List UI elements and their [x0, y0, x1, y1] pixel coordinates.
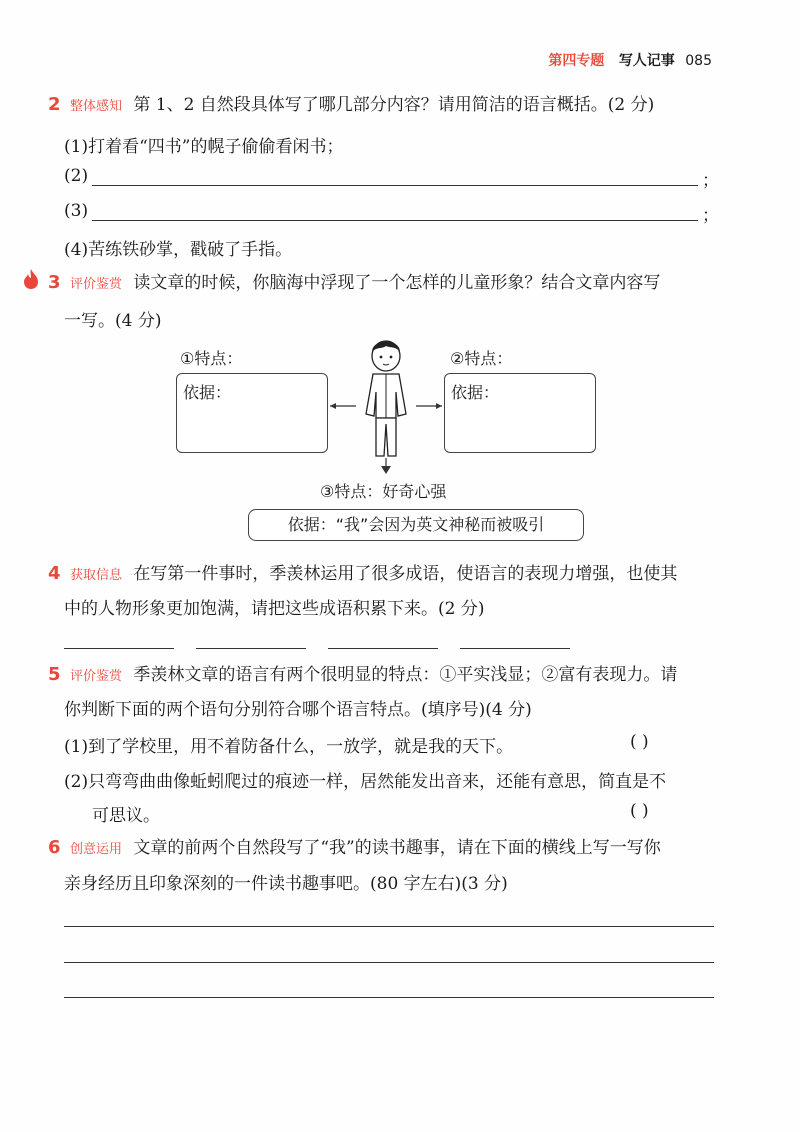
q2-item-3-label: (3) [64, 201, 89, 221]
idiom-input-1[interactable] [64, 626, 178, 648]
question-2-prompt [48, 86, 728, 126]
basis-1-label: 依据： [183, 383, 232, 402]
q2-answer-2-input[interactable] [92, 163, 700, 185]
feature-2-label: ②特点： [450, 349, 513, 368]
q2-item-2-end: ； [702, 171, 719, 191]
q2-answer-3-line [92, 219, 698, 221]
idiom-input-4[interactable] [460, 626, 574, 648]
idiom-line-3 [328, 647, 438, 649]
q2-item-4: (4)苦练铁砂掌，戳破了手指。 [64, 240, 293, 260]
basis-3-box: 依据：“我”会因为英文神秘而被吸引 [248, 509, 584, 541]
idiom-input-3[interactable] [328, 626, 442, 648]
basis-2-label: 依据： [451, 383, 500, 402]
question-tag: 获取信息 [69, 568, 122, 583]
section-tag: 第四专题 [548, 53, 605, 69]
question-text: 读文章的时候，你脑海中浮现了一个怎样的儿童形象？结合文章内容写 [133, 273, 661, 293]
question-tag: 评价鉴赏 [69, 277, 122, 292]
page-header [548, 50, 712, 70]
question-number: 5 [48, 664, 61, 685]
question-number: 3 [48, 272, 61, 293]
q2-item-1: (1)打着看“四书”的幌子偷偷看闲书； [64, 137, 344, 157]
feature-1-label: ①特点： [180, 349, 243, 368]
question-6-prompt-cont: 亲身经历且印象深刻的一件读书趣事吧。(80 字左右)(3 分) [64, 874, 508, 894]
q5-answer-1-paren[interactable]: ( ) [630, 732, 649, 752]
question-4-prompt [48, 555, 728, 595]
feature-1-box[interactable] [176, 373, 328, 453]
idiom-line-2 [196, 647, 306, 649]
feature-2-box[interactable] [444, 373, 596, 453]
q2-item-3-end: ； [702, 206, 719, 226]
question-tag: 评价鉴赏 [69, 669, 122, 684]
page-number: 085 [685, 53, 712, 69]
boy-illustration [326, 336, 446, 466]
q6-answer-input-1[interactable] [64, 904, 716, 926]
q5-answer-2-paren[interactable]: ( ) [630, 801, 649, 821]
question-5-prompt [48, 656, 728, 696]
section-title: 写人记事 [618, 53, 675, 69]
question-4-prompt-cont: 中的人物形象更加饱满，请把这些成语积累下来。(2 分) [64, 599, 485, 619]
question-text: 第 1、2 自然段具体写了哪几部分内容？请用简洁的语言概括。(2 分) [133, 95, 655, 115]
idiom-input-2[interactable] [196, 626, 310, 648]
question-tag: 整体感知 [69, 99, 122, 114]
question-number: 2 [48, 94, 61, 115]
question-number: 6 [48, 837, 61, 858]
q2-answer-2-line [92, 184, 698, 186]
feature-3-label: ③特点：好奇心强 [320, 482, 447, 501]
idiom-line-1 [64, 647, 174, 649]
down-arrow-icon [380, 464, 392, 474]
question-5-prompt-cont: 你判断下面的两个语句分别符合哪个语言特点。(填序号)(4 分) [64, 700, 532, 720]
question-3-prompt [48, 264, 728, 304]
idiom-line-4 [460, 647, 570, 649]
question-6-prompt [48, 829, 728, 869]
question-text: 季羡林文章的语言有两个很明显的特点：①平实浅显；②富有表现力。请 [133, 665, 678, 685]
question-tag: 创意运用 [69, 842, 122, 857]
q5-item-1: (1)到了学校里，用不着防备什么，一放学，就是我的天下。 [64, 737, 514, 757]
flame-icon [22, 268, 40, 290]
q6-answer-line-3 [64, 996, 714, 998]
q6-answer-input-2[interactable] [64, 940, 716, 962]
question-text: 文章的前两个自然段写了“我”的读书趣事，请在下面的横线上写一写你 [133, 838, 661, 858]
question-text: 在写第一件事时，季羡林运用了很多成语，使语言的表现力增强，也使其 [133, 564, 678, 584]
question-3-prompt-cont: 一写。(4 分) [64, 311, 162, 331]
q6-answer-input-3[interactable] [64, 975, 716, 997]
q5-item-2: (2)只弯弯曲曲像蚯蚓爬过的痕迹一样，居然能发出音来，还能有意思，简直是不 [64, 772, 667, 792]
q6-answer-line-2 [64, 961, 714, 963]
question-number: 4 [48, 563, 61, 584]
q6-answer-line-1 [64, 925, 714, 927]
q5-item-2-cont: 可思议。 [92, 806, 160, 826]
q2-answer-3-input[interactable] [92, 198, 700, 220]
q2-item-2-label: (2) [64, 166, 89, 186]
